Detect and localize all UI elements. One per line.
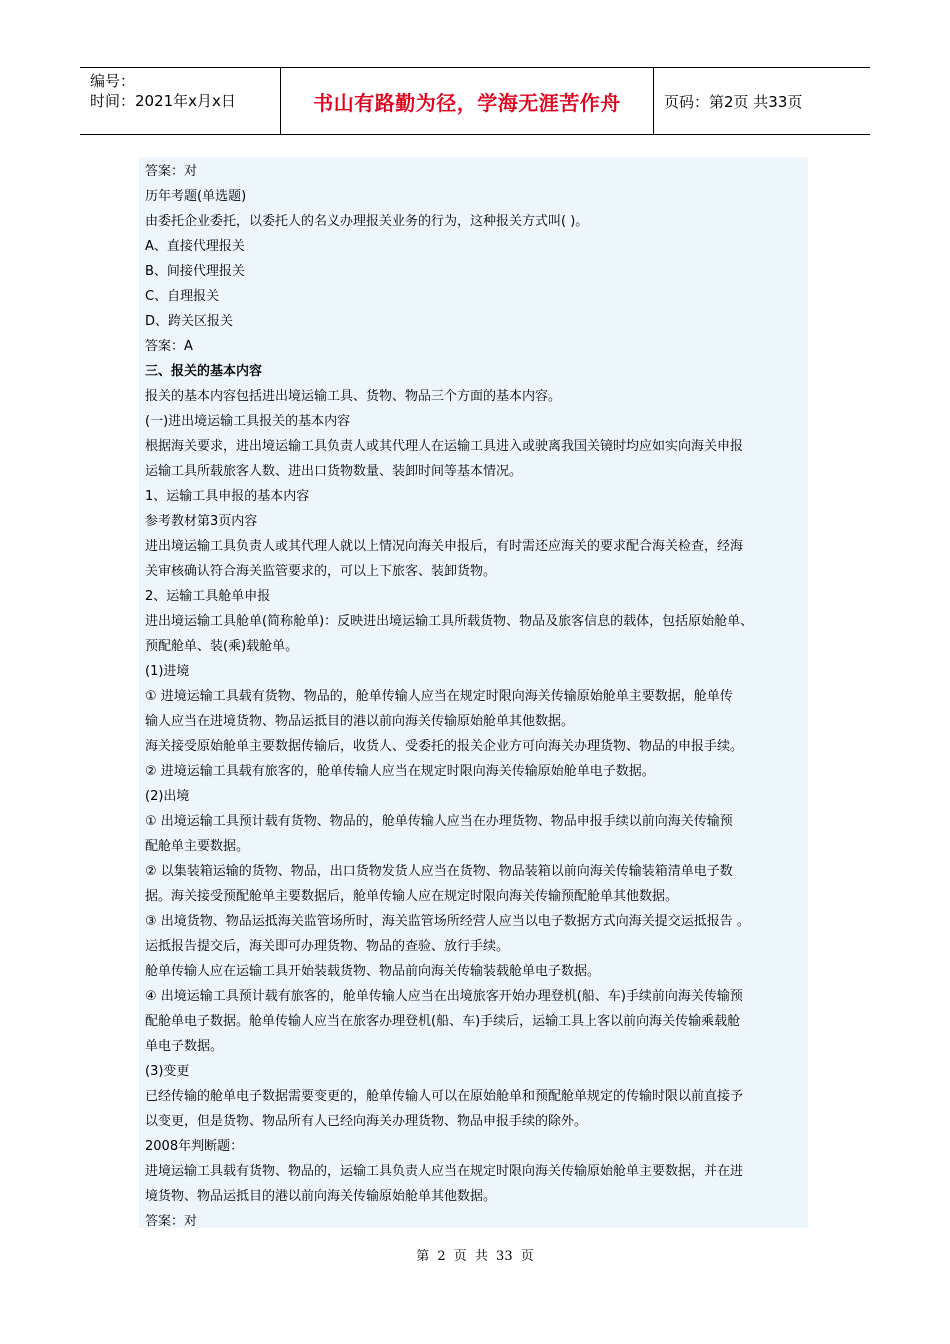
text-line: (3)变更 xyxy=(145,1064,190,1079)
text-line: 单电子数据。 xyxy=(145,1039,224,1054)
text-line: 输人应当在进境货物、物品运抵目的港以前向海关传输原始舱单其他数据。 xyxy=(145,714,575,729)
text-line: ③ 出境货物、物品运抵海关监管场所时，海关监管场所经营人应当以电子数据方式向海关提交运抵报告 。 xyxy=(145,914,750,929)
text-line: (1)进境 xyxy=(145,664,190,679)
text-line: 根据海关要求，进出境运输工具负责人或其代理人在运输工具进入或驶离我国关镜时均应如实向海关申报 xyxy=(145,439,744,454)
text-line: ④ 出境运输工具预计载有旅客的，舱单传输人应当在出境旅客开始办理登机(船、车)手续前向海关传输预 xyxy=(145,989,743,1004)
text-line: 进出境运输工具负责人或其代理人就以上情况向海关申报后，有时需还应海关的要求配合海关检查，经海 xyxy=(145,539,744,554)
text-line: 答案：对 xyxy=(145,1214,198,1229)
text-line: 舱单传输人应在运输工具开始装载货物、物品前向海关传输装载舱单电子数据。 xyxy=(145,964,601,979)
document-date-label: 时间：2021年x月x日 xyxy=(90,92,236,110)
text-line: 历年考题(单选题) xyxy=(145,189,247,204)
page-footer: 第 2 页 共 33 页 xyxy=(416,1249,534,1264)
text-line: 以变更，但是货物、物品所有人已经向海关办理货物、物品申报手续的除外。 xyxy=(145,1114,588,1129)
text-line: 配舱单电子数据。舱单传输人应当在旅客办理登机(船、车)手续后，运输工具上客以前向海关传输乘载舱 xyxy=(145,1014,741,1029)
header-page-number: 页码：第2页 共33页 xyxy=(664,92,803,111)
text-line: ② 以集装箱运输的货物、物品，出口货物发货人应当在货物、物品装箱以前向海关传输装箱清单电子数 xyxy=(145,864,733,879)
text-line: (2)出境 xyxy=(145,789,190,804)
text-line: ② 进境运输工具载有旅客的，舱单传输人应当在规定时限向海关传输原始舱单电子数据。 xyxy=(145,764,655,779)
text-line: 配舱单主要数据。 xyxy=(145,839,250,854)
text-line: 由委托企业委托，以委托人的名义办理报关业务的行为，这种报关方式叫( )。 xyxy=(145,214,589,229)
text-line: D、跨关区报关 xyxy=(145,314,234,329)
text-line: ① 进境运输工具载有货物、物品的，舱单传输人应当在规定时限向海关传输原始舱单主要数据，舱单传 xyxy=(145,689,733,704)
text-line: 海关接受原始舱单主要数据传输后，收货人、受委托的报关企业方可向海关办理货物、物品的申报手续。 xyxy=(145,739,744,754)
text-line: 答案：A xyxy=(145,339,193,354)
header-meta xyxy=(80,68,281,134)
text-line: 进出境运输工具舱单(简称舱单)：反映进出境运输工具所载货物、物品及旅客信息的载体，包括原始舱单、 xyxy=(145,614,754,629)
text-line: 据。海关接受预配舱单主要数据后，舱单传输人应在规定时限向海关传输预配舱单其他数据。 xyxy=(145,889,679,904)
text-line: 境货物、物品运抵目的港以前向海关传输原始舱单其他数据。 xyxy=(145,1189,497,1204)
header-motto: 书山有路勤为径，学海无涯苦作舟 xyxy=(281,68,654,134)
text-line: B、间接代理报关 xyxy=(145,264,245,279)
text-line: A、直接代理报关 xyxy=(145,239,245,254)
text-line: ① 出境运输工具预计载有货物、物品的，舱单传输人应当在办理货物、物品申报手续以前向海关传输预 xyxy=(145,814,733,829)
document-number-label: 编号： xyxy=(90,72,136,90)
text-line: 进境运输工具载有货物、物品的，运输工具负责人应当在规定时限向海关传输原始舱单主要数据，并在进 xyxy=(145,1164,744,1179)
text-line: 参考教材第3页内容 xyxy=(145,514,258,529)
text-line: C、自理报关 xyxy=(145,289,220,304)
text-line: 关审核确认符合海关监管要求的，可以上下旅客、装卸货物。 xyxy=(145,564,497,579)
text-line: 2008年判断题： xyxy=(145,1139,244,1154)
text-line: 已经传输的舱单电子数据需要变更的，舱单传输人可以在原始舱单和预配舱单规定的传输时限以前直接予 xyxy=(145,1089,744,1104)
section-heading: 三、报关的基本内容 xyxy=(145,364,263,379)
text-line: 报关的基本内容包括进出境运输工具、货物、物品三个方面的基本内容。 xyxy=(145,389,562,404)
text-line: (一)进出境运输工具报关的基本内容 xyxy=(145,414,351,429)
text-line: 预配舱单、装(乘)载舱单。 xyxy=(145,639,299,654)
text-line: 1、运输工具申报的基本内容 xyxy=(145,489,310,504)
text-line: 答案：对 xyxy=(145,164,198,179)
text-line: 运抵报告提交后，海关即可办理货物、物品的查验、放行手续。 xyxy=(145,939,510,954)
page-header xyxy=(80,67,870,135)
document-body xyxy=(139,157,808,1228)
text-line: 2、运输工具舱单申报 xyxy=(145,589,271,604)
text-line: 运输工具所载旅客人数、进出口货物数量、装卸时间等基本情况。 xyxy=(145,464,523,479)
